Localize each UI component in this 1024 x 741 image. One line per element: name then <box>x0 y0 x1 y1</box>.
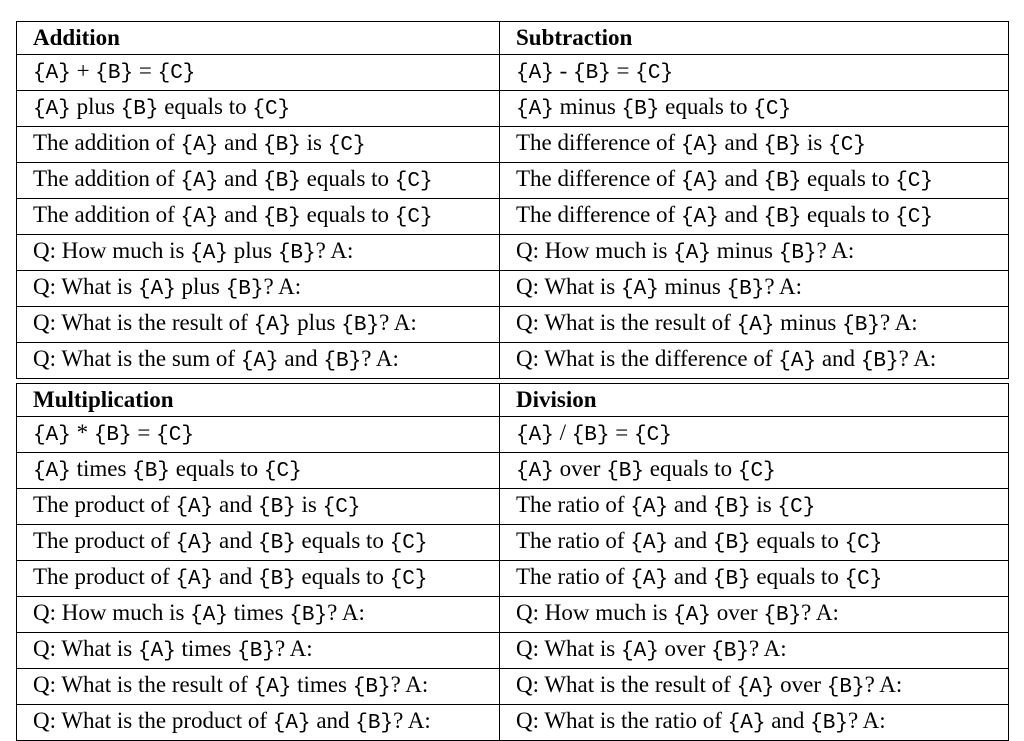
template-text: The ratio of <box>516 564 625 589</box>
table-row <box>17 127 1009 163</box>
template-text: minus <box>559 94 616 119</box>
template-text: is <box>807 130 823 155</box>
placeholder-token: {A} <box>175 532 214 555</box>
placeholder-token: {A} <box>680 206 719 229</box>
placeholder-token: {A} <box>33 62 71 85</box>
placeholder-token: {A} <box>516 98 554 121</box>
section-header-row <box>17 384 1009 417</box>
template-text: - <box>559 58 568 83</box>
template-text: The addition of <box>33 202 175 227</box>
template-text: The product of <box>33 528 170 553</box>
placeholder-token: {A} <box>175 568 214 591</box>
template-text: Q: What is the ratio of <box>516 708 722 733</box>
template-text: Q: How much is <box>33 238 185 263</box>
placeholder-token: {B} <box>277 242 316 265</box>
table-row <box>17 597 1009 633</box>
template-text: Q: What is the result of <box>516 310 731 335</box>
placeholder-token: {A} <box>630 532 669 555</box>
template-text: equals to <box>301 528 384 553</box>
placeholder-token: {B} <box>860 350 899 373</box>
template-text: ? A: <box>898 346 937 371</box>
template-text: Q: How much is <box>516 238 668 263</box>
template-text: The product of <box>33 492 170 517</box>
template-text: and <box>224 166 258 191</box>
placeholder-token: {C} <box>327 134 366 157</box>
template-text: is <box>756 492 772 517</box>
template-cell <box>17 525 500 561</box>
template-text: + <box>76 58 90 83</box>
template-cell <box>500 669 1009 705</box>
template-cell <box>500 163 1009 199</box>
template-text: and <box>224 202 258 227</box>
placeholder-token: {B} <box>257 496 296 519</box>
placeholder-token: {B} <box>571 424 610 447</box>
template-cell <box>17 307 500 343</box>
template-text: Q: What is the result of <box>516 672 731 697</box>
template-text: ? A: <box>315 238 354 263</box>
template-text: equals to <box>649 456 733 481</box>
template-text: times <box>181 636 232 661</box>
placeholder-token: {A} <box>736 314 775 337</box>
placeholder-token: {A} <box>516 460 554 483</box>
placeholder-token: {B} <box>763 170 802 193</box>
template-text: ? A: <box>816 238 855 263</box>
template-cell <box>500 343 1009 379</box>
template-text: and <box>316 708 350 733</box>
template-text: ? A: <box>879 310 918 335</box>
placeholder-token: {A} <box>137 640 176 663</box>
table-row <box>17 55 1009 91</box>
template-text: equals to <box>756 528 839 553</box>
template-text: equals to <box>175 456 259 481</box>
template-cell <box>17 343 500 379</box>
template-cell <box>500 199 1009 235</box>
prompt-template-table <box>16 21 1009 741</box>
template-text: plus <box>181 274 220 299</box>
template-cell <box>17 705 500 741</box>
placeholder-token: {A} <box>180 134 219 157</box>
template-text: Q: What is <box>516 636 616 661</box>
template-cell <box>17 163 500 199</box>
placeholder-token: {A} <box>33 424 71 447</box>
placeholder-token: {A} <box>630 496 669 519</box>
placeholder-token: {C} <box>157 62 196 85</box>
template-text: and <box>771 708 805 733</box>
template-text: The difference of <box>516 202 676 227</box>
template-text: and <box>821 346 856 371</box>
placeholder-token: {B} <box>257 568 296 591</box>
placeholder-token: {B} <box>712 568 751 591</box>
template-text: equals to <box>301 564 384 589</box>
template-text: plus <box>233 238 273 263</box>
template-cell <box>17 453 500 489</box>
placeholder-token: {C} <box>394 170 433 193</box>
template-cell <box>500 417 1009 453</box>
template-text: The ratio of <box>516 528 625 553</box>
placeholder-token: {A} <box>620 278 659 301</box>
placeholder-token: {C} <box>252 98 291 121</box>
template-cell <box>500 91 1009 127</box>
section-header: Division <box>500 384 1009 417</box>
placeholder-token: {A} <box>680 170 719 193</box>
placeholder-token: {C} <box>389 532 428 555</box>
placeholder-token: {A} <box>137 278 176 301</box>
table-row <box>17 669 1009 705</box>
template-text: ? A: <box>393 708 431 733</box>
placeholder-token: {B} <box>726 278 765 301</box>
placeholder-token: {C} <box>895 206 934 229</box>
template-text: ? A: <box>847 708 886 733</box>
template-text: The difference of <box>516 130 676 155</box>
placeholder-token: {A} <box>272 712 311 735</box>
table-row <box>17 525 1009 561</box>
placeholder-token: {B} <box>132 460 170 483</box>
placeholder-token: {A} <box>620 640 659 663</box>
template-text: equals to <box>306 202 390 227</box>
placeholder-token: {B} <box>225 278 264 301</box>
template-text: = <box>137 420 151 445</box>
placeholder-token: {B} <box>842 314 880 337</box>
template-text: is <box>306 130 322 155</box>
placeholder-token: {C} <box>844 532 883 555</box>
template-text: ? A: <box>327 600 365 625</box>
template-cell <box>17 669 500 705</box>
placeholder-token: {C} <box>322 496 361 519</box>
template-text: and <box>724 130 758 155</box>
template-cell <box>17 91 500 127</box>
table-row <box>17 343 1009 379</box>
placeholder-token: {A} <box>240 350 279 373</box>
template-text: over <box>716 600 758 625</box>
table-row <box>17 417 1009 453</box>
template-cell <box>500 55 1009 91</box>
template-text: and <box>673 528 708 553</box>
placeholder-token: {A} <box>516 424 554 447</box>
template-cell <box>500 127 1009 163</box>
placeholder-token: {B} <box>763 134 802 157</box>
template-text: equals to <box>306 166 390 191</box>
placeholder-token: {B} <box>572 62 611 85</box>
placeholder-token: {B} <box>810 712 848 735</box>
template-text: The ratio of <box>516 492 625 517</box>
placeholder-token: {B} <box>95 62 134 85</box>
template-cell <box>17 489 500 525</box>
template-text: plus <box>297 310 336 335</box>
template-text: and <box>724 202 758 227</box>
placeholder-token: {C} <box>753 98 792 121</box>
template-text: ? A: <box>274 636 313 661</box>
table-row <box>17 561 1009 597</box>
placeholder-token: {A} <box>727 712 766 735</box>
section-header: Subtraction <box>500 22 1009 55</box>
template-cell <box>500 235 1009 271</box>
template-text: Q: What is the result of <box>33 310 248 335</box>
placeholder-token: {B} <box>120 98 159 121</box>
template-text: over <box>780 672 822 697</box>
template-text: ? A: <box>361 346 399 371</box>
template-text: Q: What is <box>33 636 133 661</box>
template-cell <box>500 597 1009 633</box>
template-text: plus <box>76 94 115 119</box>
placeholder-token: {A} <box>516 62 554 85</box>
template-text: = <box>138 58 152 83</box>
template-cell <box>17 235 500 271</box>
placeholder-token: {A} <box>630 568 669 591</box>
template-text: Q: What is <box>33 274 133 299</box>
placeholder-token: {B} <box>355 712 394 735</box>
template-text: Q: How much is <box>516 600 668 625</box>
template-cell <box>500 525 1009 561</box>
placeholder-token: {C} <box>263 460 302 483</box>
placeholder-token: {B} <box>352 676 391 699</box>
template-cell <box>500 307 1009 343</box>
placeholder-token: {C} <box>389 568 428 591</box>
placeholder-token: {C} <box>777 496 816 519</box>
template-text: ? A: <box>390 672 429 697</box>
template-cell <box>17 417 500 453</box>
placeholder-token: {C} <box>634 424 672 447</box>
template-text: and <box>673 564 708 589</box>
placeholder-token: {C} <box>844 568 883 591</box>
template-text: and <box>219 564 253 589</box>
template-text: / <box>559 420 566 445</box>
placeholder-token: {B} <box>712 532 751 555</box>
placeholder-token: {B} <box>341 314 380 337</box>
placeholder-token: {C} <box>635 62 674 85</box>
template-text: ? A: <box>748 636 787 661</box>
placeholder-token: {B} <box>323 350 362 373</box>
template-text: ? A: <box>379 310 417 335</box>
table-row <box>17 271 1009 307</box>
template-text: and <box>284 346 318 371</box>
template-text: The difference of <box>516 166 676 191</box>
template-cell <box>17 199 500 235</box>
section-header-row <box>17 22 1009 55</box>
placeholder-token: {C} <box>394 206 433 229</box>
placeholder-token: {C} <box>828 134 866 157</box>
placeholder-token: {A} <box>253 314 292 337</box>
template-text: The addition of <box>33 130 175 155</box>
placeholder-token: {B} <box>778 242 817 265</box>
template-text: = <box>615 420 629 445</box>
placeholder-token: {A} <box>778 350 817 373</box>
template-text: and <box>219 492 253 517</box>
template-text: Q: What is the difference of <box>516 346 773 371</box>
template-text: minus <box>664 274 721 299</box>
template-text: equals to <box>164 94 247 119</box>
template-text: and <box>673 492 708 517</box>
placeholder-token: {B} <box>289 604 328 627</box>
template-text: ? A: <box>263 274 302 299</box>
template-text: equals to <box>756 564 839 589</box>
template-text: Q: How much is <box>33 600 185 625</box>
placeholder-token: {B} <box>711 640 749 663</box>
placeholder-token: {A} <box>253 676 292 699</box>
template-text: The addition of <box>33 166 175 191</box>
section-header: Multiplication <box>17 384 500 417</box>
placeholder-token: {B} <box>263 170 301 193</box>
template-text: The product of <box>33 564 170 589</box>
template-cell <box>500 489 1009 525</box>
template-text: times <box>76 456 127 481</box>
template-table-page <box>16 21 1008 741</box>
placeholder-token: {C} <box>737 460 776 483</box>
template-text: ? A: <box>864 672 903 697</box>
placeholder-token: {B} <box>93 424 132 447</box>
template-text: Q: What is the sum of <box>33 346 236 371</box>
template-cell <box>500 705 1009 741</box>
placeholder-token: {A} <box>673 604 711 627</box>
placeholder-token: {A} <box>175 496 214 519</box>
template-cell <box>17 271 500 307</box>
table-row <box>17 453 1009 489</box>
template-cell <box>17 597 500 633</box>
template-text: * <box>76 420 89 445</box>
table-row <box>17 307 1009 343</box>
template-text: Q: What is the result of <box>33 672 248 697</box>
placeholder-token: {C} <box>156 424 194 447</box>
template-text: times <box>297 672 347 697</box>
table-row <box>17 633 1009 669</box>
placeholder-token: {A} <box>180 206 219 229</box>
template-text: equals to <box>807 166 890 191</box>
placeholder-token: {A} <box>33 98 71 121</box>
template-text: Q: What is the product of <box>33 708 267 733</box>
placeholder-token: {B} <box>621 98 660 121</box>
template-text: is <box>301 492 317 517</box>
template-text: and <box>224 130 258 155</box>
template-cell <box>500 271 1009 307</box>
placeholder-token: {B} <box>826 676 865 699</box>
template-text: over <box>664 636 706 661</box>
table-row <box>17 489 1009 525</box>
placeholder-token: {C} <box>895 170 934 193</box>
placeholder-token: {B} <box>763 604 802 627</box>
template-cell <box>500 561 1009 597</box>
table-row <box>17 705 1009 741</box>
template-text: Q: What is <box>516 274 616 299</box>
placeholder-token: {A} <box>33 460 71 483</box>
placeholder-token: {B} <box>263 134 301 157</box>
template-text: and <box>219 528 253 553</box>
template-cell <box>17 633 500 669</box>
placeholder-token: {A} <box>736 676 775 699</box>
table-row <box>17 199 1009 235</box>
template-text: times <box>233 600 284 625</box>
template-cell <box>17 127 500 163</box>
placeholder-token: {B} <box>263 206 301 229</box>
table-row <box>17 163 1009 199</box>
template-text: minus <box>780 310 837 335</box>
placeholder-token: {B} <box>763 206 802 229</box>
template-text: equals to <box>665 94 748 119</box>
template-text: ? A: <box>801 600 839 625</box>
template-text: ? A: <box>764 274 803 299</box>
placeholder-token: {A} <box>190 242 228 265</box>
placeholder-token: {B} <box>237 640 275 663</box>
template-text: minus <box>716 238 773 263</box>
placeholder-token: {A} <box>190 604 228 627</box>
template-text: = <box>616 58 630 83</box>
placeholder-token: {A} <box>673 242 711 265</box>
placeholder-token: {B} <box>257 532 296 555</box>
table-row <box>17 235 1009 271</box>
section-header: Addition <box>17 22 500 55</box>
placeholder-token: {A} <box>680 134 719 157</box>
template-cell <box>17 55 500 91</box>
template-cell <box>500 633 1009 669</box>
template-text: equals to <box>807 202 890 227</box>
template-cell <box>500 453 1009 489</box>
template-text: over <box>559 456 601 481</box>
placeholder-token: {A} <box>180 170 219 193</box>
template-text: and <box>724 166 758 191</box>
table-row <box>17 91 1009 127</box>
placeholder-token: {B} <box>606 460 644 483</box>
template-cell <box>17 561 500 597</box>
placeholder-token: {B} <box>712 496 751 519</box>
